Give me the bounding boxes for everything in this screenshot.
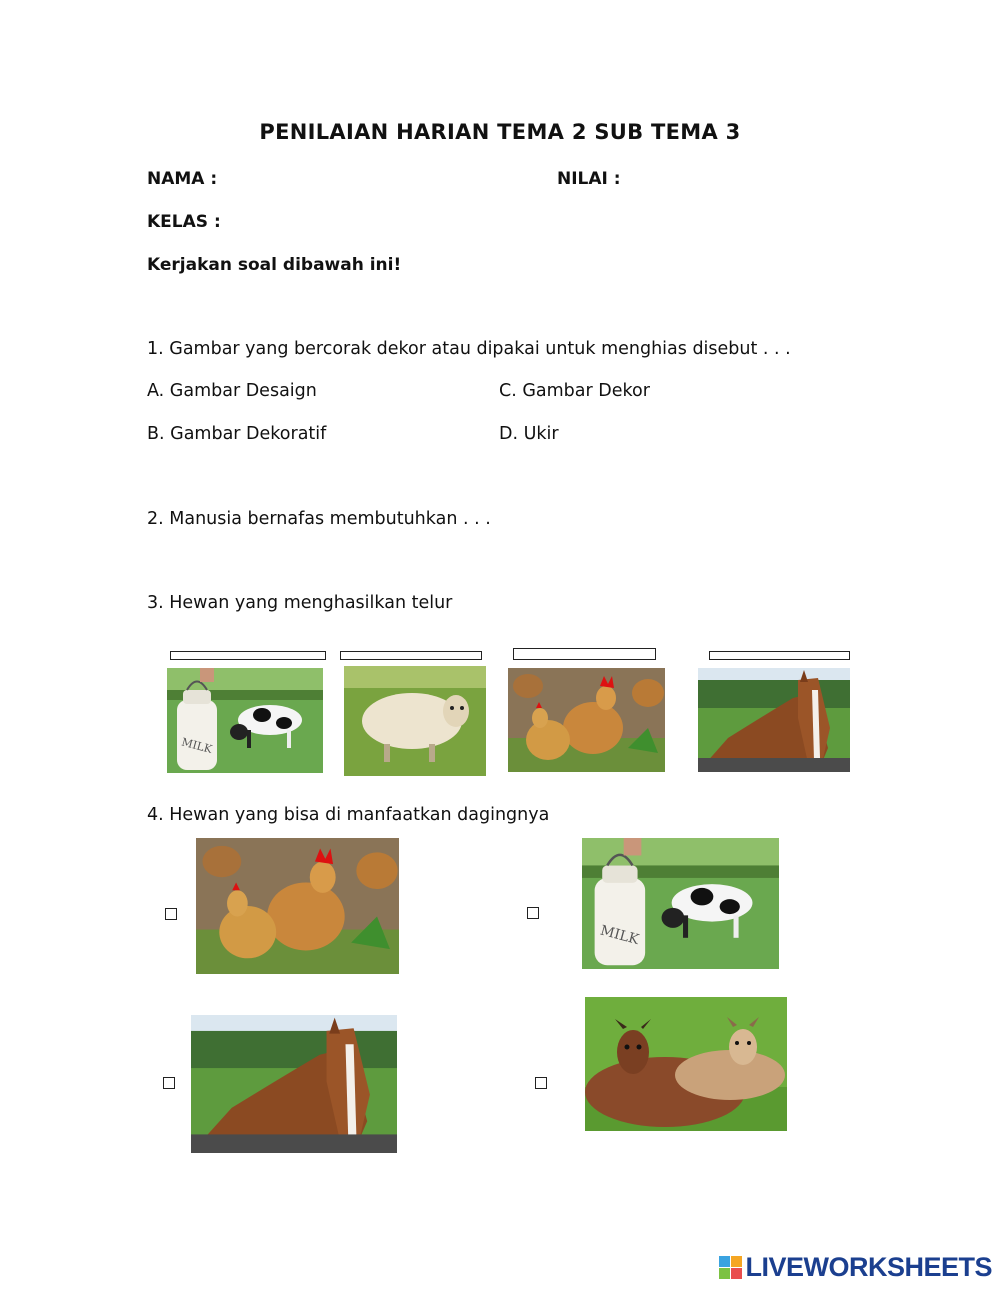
page-title: PENILAIAN HARIAN TEMA 2 SUB TEMA 3	[259, 120, 741, 144]
q4-checkbox-chickens[interactable]	[165, 908, 177, 920]
nilai-label: NILAI :	[557, 169, 621, 189]
q1-option-b: B. Gambar Dekoratif	[147, 424, 327, 444]
q3-sheep-image	[344, 666, 486, 776]
q4-checkbox-cow[interactable]	[527, 907, 539, 919]
question-4-text: 4. Hewan yang bisa di manfaatkan dagingnya	[147, 805, 550, 825]
milk-label-2: MILK	[598, 922, 641, 949]
q4-chickens-image	[196, 838, 399, 974]
q3-answer-box-2[interactable]	[340, 651, 482, 660]
q1-option-c: C. Gambar Dekor	[499, 381, 650, 401]
q3-horse-image	[698, 668, 850, 772]
q3-chickens-image	[508, 668, 665, 772]
q3-answer-box-4[interactable]	[709, 651, 850, 660]
q3-cow-milk-image	[167, 668, 323, 773]
instruction-text: Kerjakan soal dibawah ini!	[147, 255, 402, 275]
question-1-text: 1. Gambar yang bercorak dekor atau dipakai untuk menghias disebut . . .	[147, 339, 791, 359]
milk-label: MILK	[180, 735, 214, 757]
q3-answer-box-3[interactable]	[513, 648, 656, 660]
liveworksheets-logo	[719, 1252, 992, 1283]
question-2-text: 2. Manusia bernafas membutuhkan . . .	[147, 509, 491, 529]
q4-checkbox-horse[interactable]	[163, 1077, 175, 1089]
q3-answer-box-1[interactable]	[170, 651, 326, 660]
brand-text: LIVEWORKSHEETS	[745, 1252, 992, 1282]
question-3-text: 3. Hewan yang menghasilkan telur	[147, 593, 453, 613]
logo-tiles-icon	[719, 1256, 742, 1279]
q1-option-d: D. Ukir	[499, 424, 559, 444]
kelas-label: KELAS :	[147, 212, 221, 232]
q4-goats-image	[585, 997, 787, 1131]
q4-horse-image	[191, 1015, 397, 1153]
nama-label: NAMA :	[147, 169, 218, 189]
q4-cow-milk-image	[582, 838, 779, 969]
q4-checkbox-goats[interactable]	[535, 1077, 547, 1089]
q1-option-a: A. Gambar Desaign	[147, 381, 317, 401]
